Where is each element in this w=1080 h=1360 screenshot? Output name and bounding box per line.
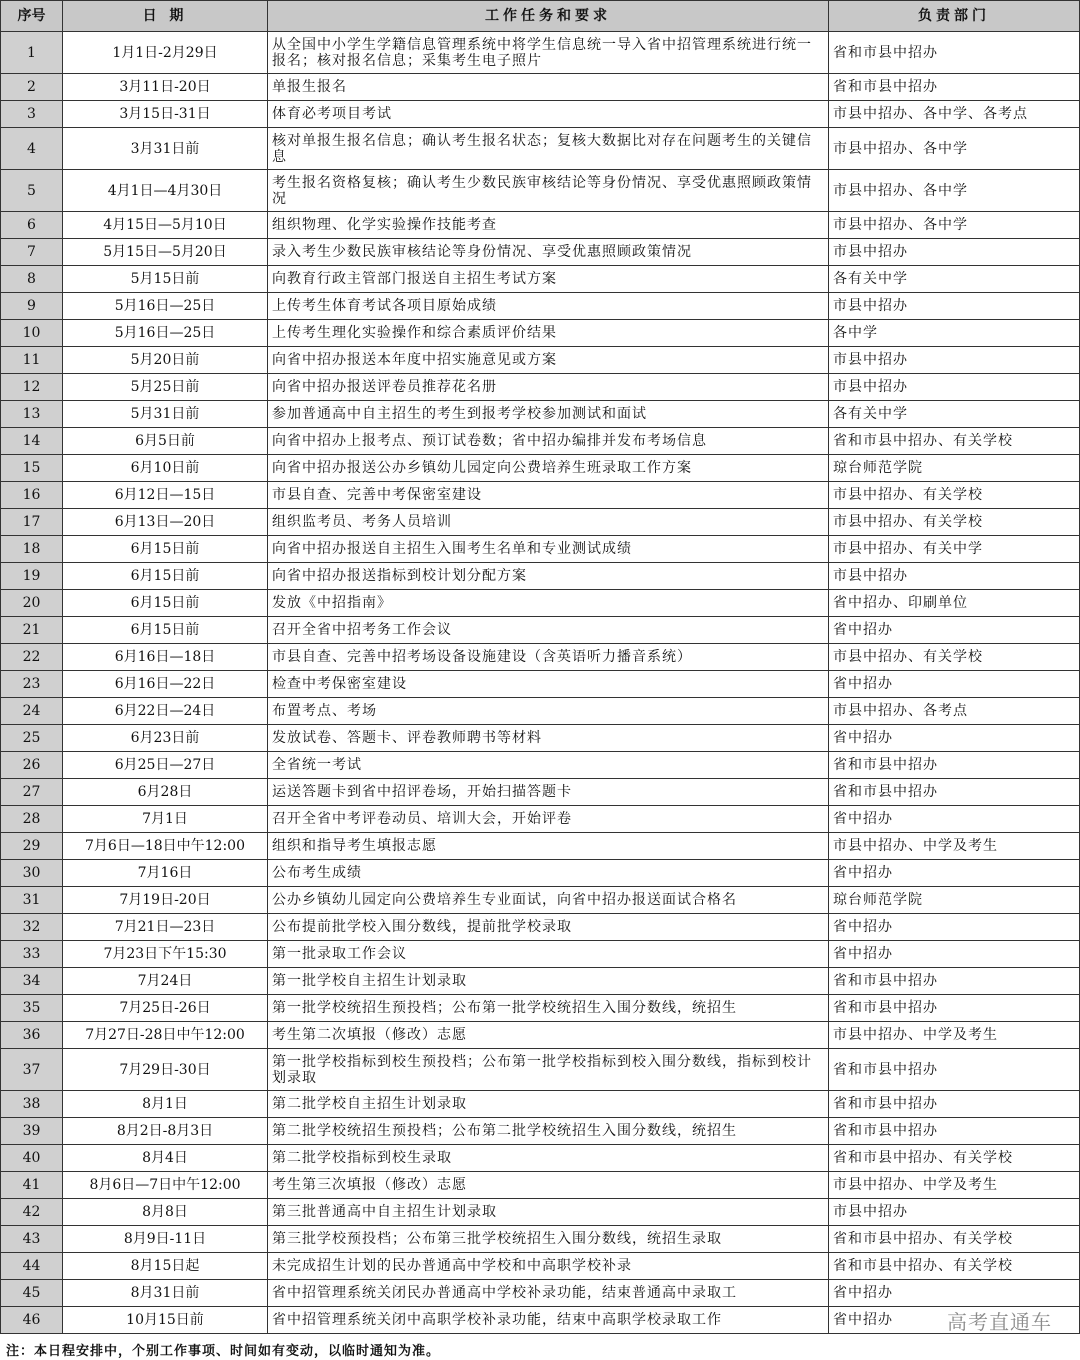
table-row xyxy=(1,32,1080,74)
row-dept: 市县中招办、各中学 xyxy=(829,170,1080,212)
table-row xyxy=(1,101,1080,128)
table-row xyxy=(1,806,1080,833)
table-row xyxy=(1,1022,1080,1049)
row-task: 向省中招办上报考点、预订试卷数；省中招办编排并发布考场信息 xyxy=(268,428,829,455)
row-task: 发放试卷、答题卡、评卷教师聘书等材料 xyxy=(268,725,829,752)
row-date: 6月15日前 xyxy=(63,536,268,563)
table-row xyxy=(1,1199,1080,1226)
row-date: 8月9日-11日 xyxy=(63,1226,268,1253)
row-dept: 省和市县中招办 xyxy=(829,752,1080,779)
row-date: 7月19日-20日 xyxy=(63,887,268,914)
table-row xyxy=(1,536,1080,563)
row-dept: 省和市县中招办、有关学校 xyxy=(829,1145,1080,1172)
row-dept: 市县中招办、中学及考生 xyxy=(829,833,1080,860)
row-index: 7 xyxy=(1,239,63,266)
table-row xyxy=(1,374,1080,401)
table-row xyxy=(1,482,1080,509)
row-task: 公办乡镇幼儿园定向公费培养生专业面试，向省中招办报送面试合格名 xyxy=(268,887,829,914)
row-dept: 省和市县中招办 xyxy=(829,32,1080,74)
row-index: 10 xyxy=(1,320,63,347)
row-task: 市县自查、完善中考保密室建设 xyxy=(268,482,829,509)
row-index: 20 xyxy=(1,590,63,617)
row-index: 46 xyxy=(1,1307,63,1334)
row-dept: 市县中招办 xyxy=(829,563,1080,590)
table-row xyxy=(1,401,1080,428)
row-task: 第一批学校统招生预投档；公布第一批学校统招生入围分数线，统招生 xyxy=(268,995,829,1022)
row-task: 布置考点、考场 xyxy=(268,698,829,725)
row-dept: 市县中招办 xyxy=(829,374,1080,401)
row-date: 6月10日前 xyxy=(63,455,268,482)
row-index: 31 xyxy=(1,887,63,914)
row-task: 考生第二次填报（修改）志愿 xyxy=(268,1022,829,1049)
row-dept: 市县中招办、中学及考生 xyxy=(829,1172,1080,1199)
table-row xyxy=(1,1226,1080,1253)
row-index: 33 xyxy=(1,941,63,968)
row-dept: 省中招办 xyxy=(829,914,1080,941)
table-row xyxy=(1,128,1080,170)
table-row xyxy=(1,1172,1080,1199)
row-dept: 省中招办 xyxy=(829,941,1080,968)
row-index: 40 xyxy=(1,1145,63,1172)
row-date: 4月1日—4月30日 xyxy=(63,170,268,212)
row-date: 7月25日-26日 xyxy=(63,995,268,1022)
row-task: 向省中招办报送自主招生入围考生名单和专业测试成绩 xyxy=(268,536,829,563)
table-row xyxy=(1,509,1080,536)
row-task: 向教育行政主管部门报送自主招生考试方案 xyxy=(268,266,829,293)
row-date: 5月31日前 xyxy=(63,401,268,428)
row-dept: 省中招办 xyxy=(829,1307,1080,1334)
row-date: 4月15日—5月10日 xyxy=(63,212,268,239)
table-row xyxy=(1,1091,1080,1118)
row-dept: 省中招办 xyxy=(829,671,1080,698)
row-index: 6 xyxy=(1,212,63,239)
row-date: 5月20日前 xyxy=(63,347,268,374)
table-row xyxy=(1,860,1080,887)
table-row xyxy=(1,563,1080,590)
row-dept: 市县中招办、中学及考生 xyxy=(829,1022,1080,1049)
table-row xyxy=(1,995,1080,1022)
row-index: 18 xyxy=(1,536,63,563)
row-dept: 省和市县中招办、有关学校 xyxy=(829,1226,1080,1253)
row-date: 8月2日-8月3日 xyxy=(63,1118,268,1145)
row-task: 第二批学校统招生预投档；公布第二批学校统招生入围分数线，统招生 xyxy=(268,1118,829,1145)
table-row xyxy=(1,725,1080,752)
table-row xyxy=(1,455,1080,482)
row-index: 29 xyxy=(1,833,63,860)
row-date: 10月15日前 xyxy=(63,1307,268,1334)
row-task: 第一批学校指标到校生预投档；公布第一批学校指标到校入围分数线，指标到校计划录取 xyxy=(268,1049,829,1091)
row-dept: 市县中招办、各中学、各考点 xyxy=(829,101,1080,128)
row-date: 6月28日 xyxy=(63,779,268,806)
table-row xyxy=(1,914,1080,941)
row-dept: 省中招办、印刷单位 xyxy=(829,590,1080,617)
row-task: 省中招管理系统关闭中高职学校补录功能，结束中高职学校录取工作 xyxy=(268,1307,829,1334)
row-index: 44 xyxy=(1,1253,63,1280)
row-index: 23 xyxy=(1,671,63,698)
row-index: 4 xyxy=(1,128,63,170)
header-index: 序号 xyxy=(1,1,63,32)
table-row xyxy=(1,644,1080,671)
row-task: 未完成招生计划的民办普通高中学校和中高职学校补录 xyxy=(268,1253,829,1280)
row-dept: 市县中招办、各中学 xyxy=(829,212,1080,239)
row-index: 21 xyxy=(1,617,63,644)
row-index: 12 xyxy=(1,374,63,401)
table-row xyxy=(1,833,1080,860)
table-row xyxy=(1,617,1080,644)
row-dept: 琼台师范学院 xyxy=(829,887,1080,914)
row-index: 42 xyxy=(1,1199,63,1226)
row-dept: 各有关中学 xyxy=(829,401,1080,428)
row-index: 41 xyxy=(1,1172,63,1199)
row-dept: 市县中招办 xyxy=(829,347,1080,374)
row-task: 单报生报名 xyxy=(268,74,829,101)
table-row xyxy=(1,1307,1080,1334)
row-task: 向省中招办报送本年度中招实施意见或方案 xyxy=(268,347,829,374)
row-date: 5月16日—25日 xyxy=(63,293,268,320)
row-index: 16 xyxy=(1,482,63,509)
table-row xyxy=(1,74,1080,101)
table-row xyxy=(1,347,1080,374)
row-index: 26 xyxy=(1,752,63,779)
row-dept: 省和市县中招办 xyxy=(829,995,1080,1022)
table-row xyxy=(1,1049,1080,1091)
row-task: 体育必考项目考试 xyxy=(268,101,829,128)
table-row xyxy=(1,1118,1080,1145)
row-date: 8月15日起 xyxy=(63,1253,268,1280)
row-date: 6月5日前 xyxy=(63,428,268,455)
row-dept: 省中招办 xyxy=(829,860,1080,887)
row-task: 省中招管理系统关闭民办普通高中学校补录功能，结束普通高中录取工 xyxy=(268,1280,829,1307)
table-row xyxy=(1,320,1080,347)
row-date: 6月25日—27日 xyxy=(63,752,268,779)
row-task: 第三批普通高中自主招生计划录取 xyxy=(268,1199,829,1226)
row-index: 14 xyxy=(1,428,63,455)
row-task: 向省中招办报送评卷员推荐花名册 xyxy=(268,374,829,401)
footnote: 注：本日程安排中，个别工作事项、时间如有变动，以临时通知为准。 xyxy=(6,1344,441,1359)
row-date: 1月1日-2月29日 xyxy=(63,32,268,74)
row-task: 召开全省中招考务工作会议 xyxy=(268,617,829,644)
row-task: 第二批学校自主招生计划录取 xyxy=(268,1091,829,1118)
row-date: 8月8日 xyxy=(63,1199,268,1226)
row-date: 7月23日下午15:30 xyxy=(63,941,268,968)
row-date: 8月6日—7日中午12:00 xyxy=(63,1172,268,1199)
row-index: 38 xyxy=(1,1091,63,1118)
row-date: 7月27日-28日中午12:00 xyxy=(63,1022,268,1049)
row-index: 34 xyxy=(1,968,63,995)
row-task: 向省中招办报送公办乡镇幼儿园定向公费培养生班录取工作方案 xyxy=(268,455,829,482)
row-index: 24 xyxy=(1,698,63,725)
row-task: 发放《中招指南》 xyxy=(268,590,829,617)
table-row xyxy=(1,170,1080,212)
row-task: 检查中考保密室建设 xyxy=(268,671,829,698)
row-dept: 市县中招办 xyxy=(829,1199,1080,1226)
row-date: 7月1日 xyxy=(63,806,268,833)
row-task: 市县自查、完善中招考场设备设施建设（含英语听力播音系统） xyxy=(268,644,829,671)
table-row xyxy=(1,428,1080,455)
row-task: 公布考生成绩 xyxy=(268,860,829,887)
row-index: 30 xyxy=(1,860,63,887)
row-dept: 市县中招办、有关中学 xyxy=(829,536,1080,563)
row-date: 8月31日前 xyxy=(63,1280,268,1307)
row-task: 组织监考员、考务人员培训 xyxy=(268,509,829,536)
table-row xyxy=(1,293,1080,320)
table-header xyxy=(1,1,1080,32)
row-task: 参加普通高中自主招生的考生到报考学校参加测试和面试 xyxy=(268,401,829,428)
row-index: 11 xyxy=(1,347,63,374)
row-index: 1 xyxy=(1,32,63,74)
row-date: 6月22日—24日 xyxy=(63,698,268,725)
row-task: 向省中招办报送指标到校计划分配方案 xyxy=(268,563,829,590)
row-dept: 市县中招办、有关学校 xyxy=(829,509,1080,536)
row-dept: 各有关中学 xyxy=(829,266,1080,293)
row-index: 13 xyxy=(1,401,63,428)
row-task: 考生第三次填报（修改）志愿 xyxy=(268,1172,829,1199)
row-index: 32 xyxy=(1,914,63,941)
table-row xyxy=(1,1145,1080,1172)
row-dept: 市县中招办、各中学 xyxy=(829,128,1080,170)
row-task: 第二批学校指标到校生录取 xyxy=(268,1145,829,1172)
row-dept: 省中招办 xyxy=(829,806,1080,833)
row-task: 从全国中小学生学籍信息管理系统中将学生信息统一导入省中招管理系统进行统一报名；核对报名信息；采集考生电子照片 xyxy=(268,32,829,74)
row-dept: 市县中招办 xyxy=(829,293,1080,320)
table-row xyxy=(1,1280,1080,1307)
row-dept: 省和市县中招办 xyxy=(829,779,1080,806)
row-dept: 琼台师范学院 xyxy=(829,455,1080,482)
row-index: 3 xyxy=(1,101,63,128)
row-date: 8月4日 xyxy=(63,1145,268,1172)
row-dept: 省和市县中招办、有关学校 xyxy=(829,428,1080,455)
row-dept: 市县中招办 xyxy=(829,239,1080,266)
row-dept: 省和市县中招办 xyxy=(829,1118,1080,1145)
row-index: 19 xyxy=(1,563,63,590)
row-date: 5月15日—5月20日 xyxy=(63,239,268,266)
row-task: 全省统一考试 xyxy=(268,752,829,779)
row-date: 6月16日—18日 xyxy=(63,644,268,671)
row-date: 6月15日前 xyxy=(63,617,268,644)
row-task: 第一批学校自主招生计划录取 xyxy=(268,968,829,995)
row-dept: 省和市县中招办 xyxy=(829,1049,1080,1091)
row-index: 15 xyxy=(1,455,63,482)
row-index: 28 xyxy=(1,806,63,833)
row-task: 核对单报生报名信息；确认考生报名状态；复核大数据比对存在问题考生的关键信息 xyxy=(268,128,829,170)
row-date: 3月11日-20日 xyxy=(63,74,268,101)
row-date: 6月13日—20日 xyxy=(63,509,268,536)
row-dept: 省中招办 xyxy=(829,725,1080,752)
row-date: 6月16日—22日 xyxy=(63,671,268,698)
row-index: 22 xyxy=(1,644,63,671)
row-date: 6月12日—15日 xyxy=(63,482,268,509)
table-row xyxy=(1,266,1080,293)
row-task: 上传考生理化实验操作和综合素质评价结果 xyxy=(268,320,829,347)
row-dept: 省中招办 xyxy=(829,617,1080,644)
row-date: 5月25日前 xyxy=(63,374,268,401)
table-row xyxy=(1,779,1080,806)
table-row xyxy=(1,590,1080,617)
row-date: 3月15日-31日 xyxy=(63,101,268,128)
row-dept: 省中招办 xyxy=(829,1280,1080,1307)
row-index: 5 xyxy=(1,170,63,212)
table-row xyxy=(1,671,1080,698)
row-index: 17 xyxy=(1,509,63,536)
row-dept: 省和市县中招办、有关学校 xyxy=(829,1253,1080,1280)
row-task: 召开全省中考评卷动员、培训大会，开始评卷 xyxy=(268,806,829,833)
row-task: 组织和指导考生填报志愿 xyxy=(268,833,829,860)
row-index: 37 xyxy=(1,1049,63,1091)
table-row xyxy=(1,239,1080,266)
row-date: 7月6日—18日中午12:00 xyxy=(63,833,268,860)
row-index: 25 xyxy=(1,725,63,752)
table-row xyxy=(1,941,1080,968)
row-index: 45 xyxy=(1,1280,63,1307)
table-row xyxy=(1,968,1080,995)
row-date: 7月29日-30日 xyxy=(63,1049,268,1091)
row-task: 上传考生体育考试各项目原始成绩 xyxy=(268,293,829,320)
row-task: 录入考生少数民族审核结论等身份情况、享受优惠照顾政策情况 xyxy=(268,239,829,266)
row-date: 8月1日 xyxy=(63,1091,268,1118)
row-date: 7月21日—23日 xyxy=(63,914,268,941)
row-date: 5月16日—25日 xyxy=(63,320,268,347)
header-dept: 负责部门 xyxy=(829,1,1080,32)
row-task: 第一批录取工作会议 xyxy=(268,941,829,968)
row-index: 36 xyxy=(1,1022,63,1049)
row-index: 2 xyxy=(1,74,63,101)
row-task: 第三批学校预投档；公布第三批学校统招生入围分数线，统招生录取 xyxy=(268,1226,829,1253)
header-task: 工作任务和要求 xyxy=(268,1,829,32)
row-dept: 市县中招办、各考点 xyxy=(829,698,1080,725)
row-index: 35 xyxy=(1,995,63,1022)
row-index: 43 xyxy=(1,1226,63,1253)
header-date: 日 期 xyxy=(63,1,268,32)
table-row xyxy=(1,212,1080,239)
row-index: 27 xyxy=(1,779,63,806)
row-date: 3月31日前 xyxy=(63,128,268,170)
row-date: 6月15日前 xyxy=(63,563,268,590)
table-body xyxy=(1,32,1080,1334)
row-index: 8 xyxy=(1,266,63,293)
row-date: 7月16日 xyxy=(63,860,268,887)
row-task: 考生报名资格复核；确认考生少数民族审核结论等身份情况、享受优惠照顾政策情况 xyxy=(268,170,829,212)
table-row xyxy=(1,752,1080,779)
row-task: 公布提前批学校入围分数线，提前批学校录取 xyxy=(268,914,829,941)
row-date: 6月23日前 xyxy=(63,725,268,752)
row-dept: 省和市县中招办 xyxy=(829,968,1080,995)
table-row xyxy=(1,1253,1080,1280)
row-date: 6月15日前 xyxy=(63,590,268,617)
table-row xyxy=(1,698,1080,725)
row-dept: 各中学 xyxy=(829,320,1080,347)
watermark: 高考直通车 xyxy=(947,1310,1052,1334)
row-date: 7月24日 xyxy=(63,968,268,995)
row-index: 9 xyxy=(1,293,63,320)
table-row xyxy=(1,887,1080,914)
row-date: 5月15日前 xyxy=(63,266,268,293)
row-dept: 市县中招办、有关学校 xyxy=(829,482,1080,509)
row-dept: 市县中招办、有关学校 xyxy=(829,644,1080,671)
row-dept: 省和市县中招办 xyxy=(829,1091,1080,1118)
row-task: 组织物理、化学实验操作技能考查 xyxy=(268,212,829,239)
row-index: 39 xyxy=(1,1118,63,1145)
row-task: 运送答题卡到省中招评卷场，开始扫描答题卡 xyxy=(268,779,829,806)
row-dept: 省和市县中招办 xyxy=(829,74,1080,101)
